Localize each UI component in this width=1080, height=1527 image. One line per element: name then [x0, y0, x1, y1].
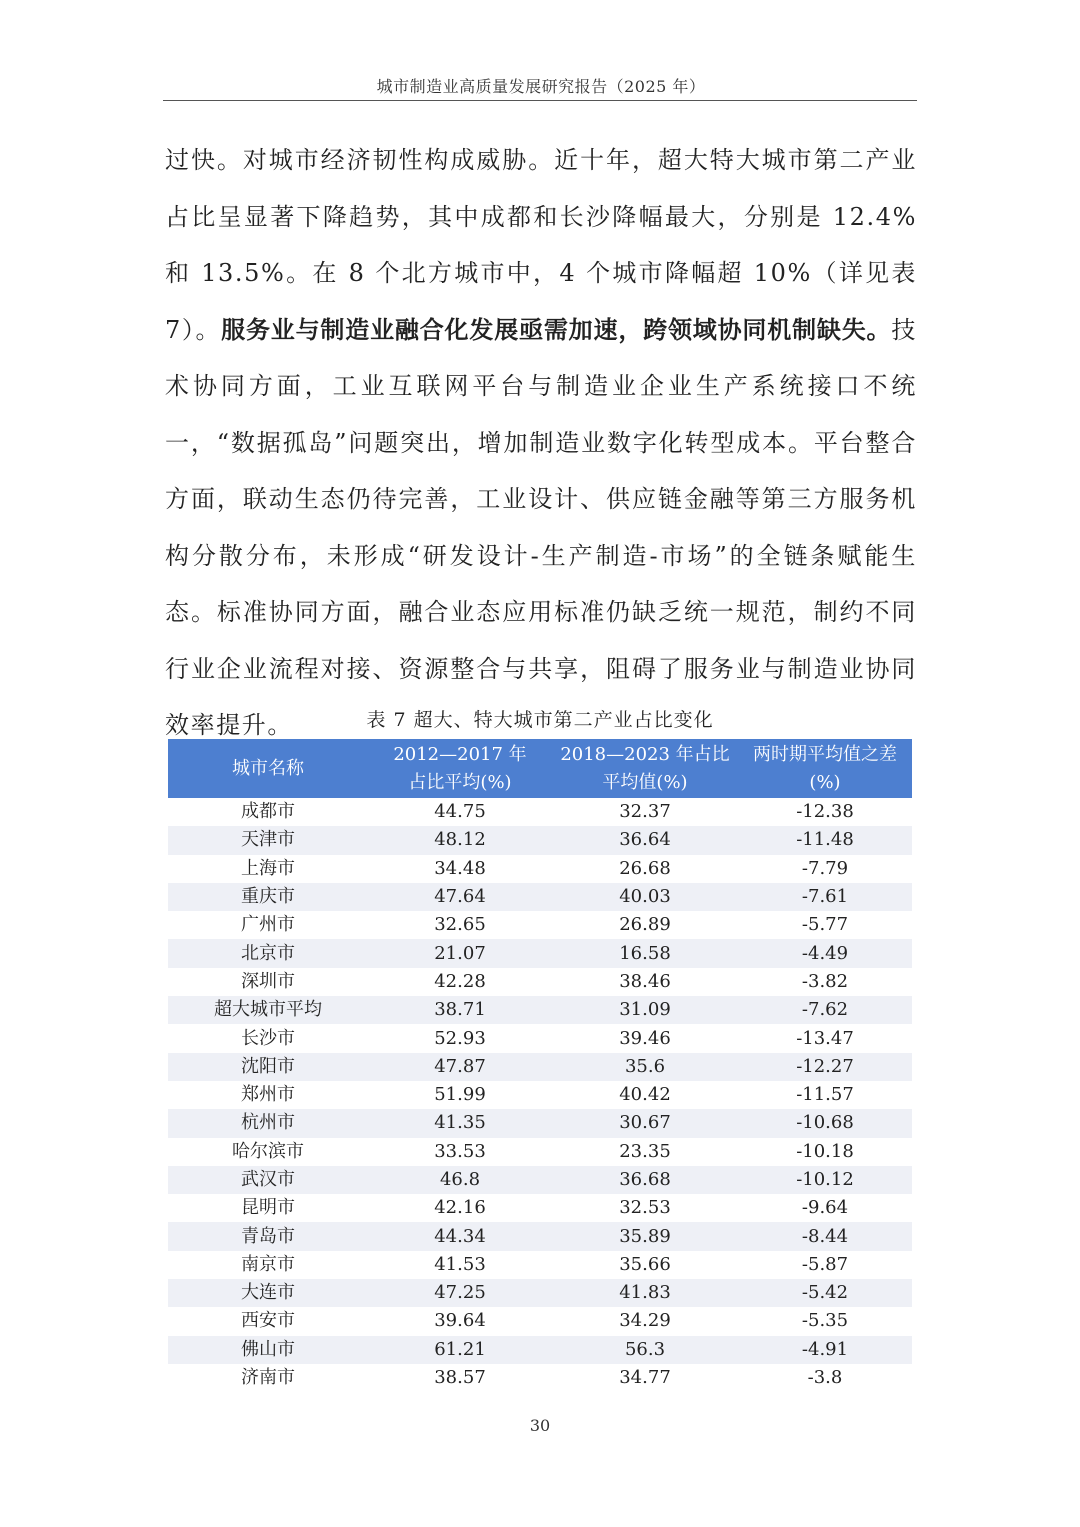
header-city-name: 城市名称 [168, 739, 368, 798]
cell-value: 44.75 [368, 798, 552, 826]
table-row [168, 1024, 912, 1052]
table-row [168, 911, 912, 939]
cell-value: 40.03 [552, 883, 738, 911]
table-row [168, 1166, 912, 1194]
paragraph-text-1: 过快。对城市经济韧性构成威胁。近十年，超大特大城市第二产业占比呈显著下降趋势，其中成都和长沙降幅最大，分别是 12.4%和 13.5%。在 8 个北方城市中，4 个城市降幅超 10%（详见表 7）。 [165, 146, 917, 344]
table-row [168, 1081, 912, 1109]
cell-city: 广州市 [168, 911, 368, 939]
table-row [168, 1194, 912, 1222]
cell-value: 32.65 [368, 911, 552, 939]
header-period-1: 2012—2017 年 占比平均(%) [368, 739, 552, 798]
cell-city: 杭州市 [168, 1109, 368, 1137]
cell-value: 35.66 [552, 1251, 738, 1279]
cell-value: -5.42 [738, 1279, 912, 1307]
cell-city: 沈阳市 [168, 1053, 368, 1081]
cell-value: 33.53 [368, 1138, 552, 1166]
table-row [168, 1138, 912, 1166]
cell-value: 35.89 [552, 1222, 738, 1250]
cell-value: -11.48 [738, 826, 912, 854]
cell-value: -7.61 [738, 883, 912, 911]
cell-value: -9.64 [738, 1194, 912, 1222]
cell-value: 31.09 [552, 996, 738, 1024]
cell-value: 61.21 [368, 1336, 552, 1364]
cell-value: 46.8 [368, 1166, 552, 1194]
cell-city: 昆明市 [168, 1194, 368, 1222]
cell-city: 天津市 [168, 826, 368, 854]
table-row [168, 939, 912, 967]
cell-value: -10.18 [738, 1138, 912, 1166]
table-row [168, 1222, 912, 1250]
cell-value: 23.35 [552, 1138, 738, 1166]
table-row [168, 798, 912, 826]
cell-value: -5.77 [738, 911, 912, 939]
cell-city: 上海市 [168, 855, 368, 883]
cell-value: 39.64 [368, 1307, 552, 1335]
cell-value: -8.44 [738, 1222, 912, 1250]
cell-value: -11.57 [738, 1081, 912, 1109]
table-row [168, 883, 912, 911]
table-row [168, 826, 912, 854]
cell-value: 39.46 [552, 1024, 738, 1052]
cell-city: 青岛市 [168, 1222, 368, 1250]
cell-value: 48.12 [368, 826, 552, 854]
cell-value: 26.68 [552, 855, 738, 883]
cell-value: 36.68 [552, 1166, 738, 1194]
cell-value: 41.53 [368, 1251, 552, 1279]
cell-value: -4.49 [738, 939, 912, 967]
header-period-2: 2018—2023 年占比 平均值(%) [552, 739, 738, 798]
cell-city: 郑州市 [168, 1081, 368, 1109]
cell-value: -7.79 [738, 855, 912, 883]
cell-value: -7.62 [738, 996, 912, 1024]
cell-city: 深圳市 [168, 968, 368, 996]
page-number: 30 [529, 1416, 551, 1435]
cell-value: 47.64 [368, 883, 552, 911]
table-row [168, 1251, 912, 1279]
cell-value: 47.25 [368, 1279, 552, 1307]
cell-value: -5.87 [738, 1251, 912, 1279]
cell-value: -3.82 [738, 968, 912, 996]
page-header-title: 城市制造业高质量发展研究报告（2025 年） [376, 77, 706, 96]
cell-value: 34.77 [552, 1364, 738, 1392]
table-row [168, 1279, 912, 1307]
table-row [168, 1307, 912, 1335]
cell-city: 长沙市 [168, 1024, 368, 1052]
table-row [168, 1109, 912, 1137]
table-row [168, 1336, 912, 1364]
cell-value: 41.83 [552, 1279, 738, 1307]
cell-value: 26.89 [552, 911, 738, 939]
cell-value: 32.37 [552, 798, 738, 826]
cell-value: 40.42 [552, 1081, 738, 1109]
cell-city: 武汉市 [168, 1166, 368, 1194]
paragraph-text-2: 技术协同方面，工业互联网平台与制造业企业生产系统接口不统一，“数据孤岛”问题突出，增加制造业数字化转型成本。平台整合方面，联动生态仍待完善，工业设计、供应链金融等第三方服务机构分散分布，未形成“研发设计-生产制造-市场”的全链条赋能生态。标准协同方面，融合业态应用标准仍缺乏统一规范，制约不同行业企业流程对接、资源整合与共享，阻碍了服务业与制造业协同效率提升。 [165, 315, 917, 739]
cell-value: 52.93 [368, 1024, 552, 1052]
cell-value: 41.35 [368, 1109, 552, 1137]
cell-value: 42.16 [368, 1194, 552, 1222]
cell-value: 35.6 [552, 1053, 738, 1081]
header-divider [163, 100, 917, 101]
body-paragraph [165, 132, 917, 754]
cell-value: -4.91 [738, 1336, 912, 1364]
cell-city: 济南市 [168, 1364, 368, 1392]
cell-value: -5.35 [738, 1307, 912, 1335]
cell-value: 36.64 [552, 826, 738, 854]
cell-value: 38.46 [552, 968, 738, 996]
cell-value: 34.48 [368, 855, 552, 883]
table-row [168, 855, 912, 883]
table-caption: 表 7 超大、特大城市第二产业占比变化 [366, 709, 714, 731]
cell-value: 44.34 [368, 1222, 552, 1250]
cell-value: 34.29 [552, 1307, 738, 1335]
header-difference: 两时期平均值之差 (%) [738, 739, 912, 798]
cell-value: -12.38 [738, 798, 912, 826]
cell-city: 佛山市 [168, 1336, 368, 1364]
cell-city: 超大城市平均 [168, 996, 368, 1024]
table-row [168, 1053, 912, 1081]
cell-value: 47.87 [368, 1053, 552, 1081]
cell-value: 21.07 [368, 939, 552, 967]
cell-city: 成都市 [168, 798, 368, 826]
cell-value: -3.8 [738, 1364, 912, 1392]
table-row [168, 968, 912, 996]
data-table [168, 739, 912, 1392]
cell-city: 哈尔滨市 [168, 1138, 368, 1166]
cell-city: 南京市 [168, 1251, 368, 1279]
table-row [168, 1364, 912, 1392]
cell-value: -13.47 [738, 1024, 912, 1052]
cell-value: 51.99 [368, 1081, 552, 1109]
cell-city: 北京市 [168, 939, 368, 967]
cell-value: -10.12 [738, 1166, 912, 1194]
table-row [168, 996, 912, 1024]
cell-value: 42.28 [368, 968, 552, 996]
cell-value: -12.27 [738, 1053, 912, 1081]
cell-value: 16.58 [552, 939, 738, 967]
cell-value: 30.67 [552, 1109, 738, 1137]
paragraph-bold-heading: 服务业与制造业融合化发展亟需加速，跨领域协同机制缺失。 [221, 315, 892, 344]
cell-value: 38.71 [368, 996, 552, 1024]
cell-value: 56.3 [552, 1336, 738, 1364]
table-header-row [168, 739, 912, 798]
cell-city: 重庆市 [168, 883, 368, 911]
cell-value: 38.57 [368, 1364, 552, 1392]
cell-value: 32.53 [552, 1194, 738, 1222]
cell-value: -10.68 [738, 1109, 912, 1137]
cell-city: 西安市 [168, 1307, 368, 1335]
cell-city: 大连市 [168, 1279, 368, 1307]
